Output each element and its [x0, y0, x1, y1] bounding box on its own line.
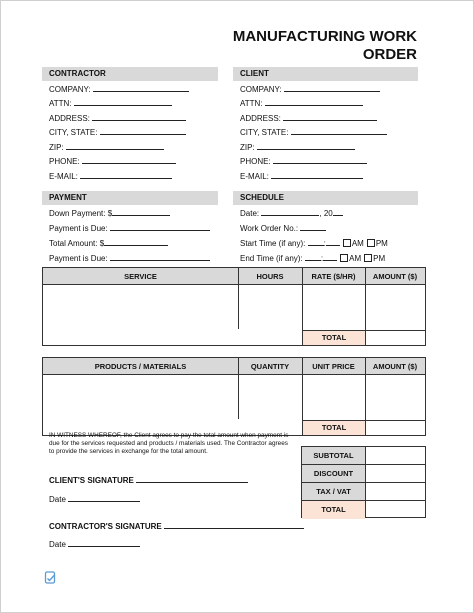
contractor-phone-row: PHONE: — [49, 155, 176, 167]
contractor-address-field[interactable] — [92, 112, 186, 121]
end-pm-checkbox[interactable] — [364, 254, 372, 262]
start-minute-field[interactable] — [326, 237, 340, 246]
quantity-col-header: QUANTITY — [238, 358, 302, 375]
contractor-attn-row: ATTN: — [49, 97, 172, 109]
client-company-field[interactable] — [284, 83, 380, 92]
schedule-date-field[interactable] — [261, 207, 319, 216]
total-amount-field[interactable] — [104, 237, 168, 246]
tax-vat-label: TAX / VAT — [302, 483, 365, 501]
payment-header: PAYMENT — [42, 191, 218, 205]
quantity-input-cell[interactable] — [239, 375, 302, 420]
client-attn-row: ATTN: — [240, 97, 363, 109]
rate-col-header: RATE ($/HR) — [302, 268, 365, 285]
title-line-1: MANUFACTURING WORK — [232, 28, 417, 45]
contractor-address-row: ADDRESS: — [49, 112, 186, 124]
client-email-row: E-MAIL: — [240, 170, 363, 182]
schedule-year-field[interactable] — [333, 207, 343, 216]
discount-value[interactable] — [366, 465, 425, 482]
end-am-checkbox[interactable] — [340, 254, 348, 262]
client-address-field[interactable] — [283, 112, 377, 121]
payment-due-row-2: Payment is Due: — [49, 252, 210, 264]
work-order-field[interactable] — [300, 222, 326, 231]
service-total-value[interactable] — [366, 331, 425, 345]
service-table — [42, 267, 426, 346]
service-col-header: SERVICE — [43, 268, 238, 285]
unit-price-input-cell[interactable] — [303, 375, 365, 420]
client-zip-field[interactable] — [257, 141, 355, 150]
start-am-checkbox[interactable] — [343, 239, 351, 247]
contractor-city-row: CITY, STATE: — [49, 126, 186, 138]
summary-table — [301, 446, 426, 518]
payment-due-field-1[interactable] — [110, 222, 210, 231]
payment-due-row-1: Payment is Due: — [49, 222, 210, 234]
end-time-row: End Time (if any): : AM PM — [240, 254, 386, 263]
contractor-attn-field[interactable] — [74, 97, 172, 106]
rate-input-cell[interactable] — [303, 285, 365, 330]
client-date-field[interactable] — [68, 493, 140, 502]
down-payment-field[interactable] — [112, 207, 170, 216]
contractor-signature-row: CONTRACTOR'S SIGNATURE — [49, 520, 304, 531]
subtotal-label: SUBTOTAL — [302, 447, 365, 465]
contractor-zip-row: ZIP: — [49, 141, 164, 153]
service-amount-input-cell[interactable] — [366, 285, 425, 330]
contractor-signature-field[interactable] — [164, 520, 304, 529]
contractor-date-field[interactable] — [68, 538, 140, 547]
grand-total-value[interactable] — [366, 501, 425, 517]
subtotal-value[interactable] — [366, 447, 425, 464]
payment-due-field-2[interactable] — [110, 252, 210, 261]
start-hour-field[interactable] — [308, 237, 324, 246]
witness-statement: IN WITNESS WHEREOF, the Client agrees to pay the total amount when payment is due for the services requested and products / materials used. The Contractor agrees to provide the services in exchange for the total amount. — [49, 432, 289, 455]
client-address-row: ADDRESS: — [240, 112, 377, 124]
client-zip-row: ZIP: — [240, 141, 355, 153]
service-total-label: TOTAL — [303, 331, 365, 345]
products-total-value[interactable] — [366, 421, 425, 435]
client-city-row: CITY, STATE: — [240, 126, 387, 138]
service-input-cell[interactable] — [43, 285, 238, 330]
client-company-row: COMPANY: — [240, 83, 380, 95]
client-signature-field[interactable] — [136, 474, 248, 483]
client-city-field[interactable] — [291, 126, 387, 135]
contractor-phone-field[interactable] — [82, 155, 176, 164]
down-payment-row: Down Payment: $ — [49, 207, 170, 219]
schedule-header: SCHEDULE — [233, 191, 418, 205]
start-time-row: Start Time (if any): : AM PM — [240, 239, 388, 248]
products-table — [42, 357, 426, 436]
contractor-zip-field[interactable] — [66, 141, 164, 150]
tax-vat-value[interactable] — [366, 483, 425, 500]
grand-total-label: TOTAL — [302, 501, 365, 519]
client-phone-field[interactable] — [273, 155, 367, 164]
title-line-2: ORDER — [362, 46, 417, 63]
total-amount-row: Total Amount: $ — [49, 237, 168, 249]
start-pm-checkbox[interactable] — [367, 239, 375, 247]
client-header: CLIENT — [233, 67, 418, 81]
discount-label: DISCOUNT — [302, 465, 365, 483]
products-amount-input-cell[interactable] — [366, 375, 425, 420]
products-total-label: TOTAL — [303, 421, 365, 435]
contractor-header: CONTRACTOR — [42, 67, 218, 81]
client-date-row: Date — [49, 493, 140, 505]
contractor-company-field[interactable] — [93, 83, 189, 92]
client-attn-field[interactable] — [265, 97, 363, 106]
end-minute-field[interactable] — [323, 252, 337, 261]
document-logo-icon — [44, 571, 57, 584]
amount-col-header: AMOUNT ($) — [365, 268, 425, 285]
client-email-field[interactable] — [271, 170, 363, 179]
contractor-date-row: Date — [49, 538, 140, 550]
client-signature-row: CLIENT'S SIGNATURE — [49, 474, 248, 485]
work-order-row: Work Order No.: — [240, 222, 326, 234]
products-col-header: PRODUCTS / MATERIALS — [43, 358, 238, 375]
hours-input-cell[interactable] — [239, 285, 302, 330]
products-input-cell[interactable] — [43, 375, 238, 420]
hours-col-header: HOURS — [238, 268, 302, 285]
unit-price-col-header: UNIT PRICE — [302, 358, 365, 375]
contractor-email-field[interactable] — [80, 170, 172, 179]
schedule-date-row: Date: , 20 — [240, 207, 343, 219]
contractor-email-row: E-MAIL: — [49, 170, 172, 182]
contractor-company-row: COMPANY: — [49, 83, 189, 95]
products-amount-col-header: AMOUNT ($) — [365, 358, 425, 375]
document-title — [233, 28, 417, 64]
end-hour-field[interactable] — [305, 252, 321, 261]
contractor-city-field[interactable] — [100, 126, 186, 135]
client-phone-row: PHONE: — [240, 155, 367, 167]
